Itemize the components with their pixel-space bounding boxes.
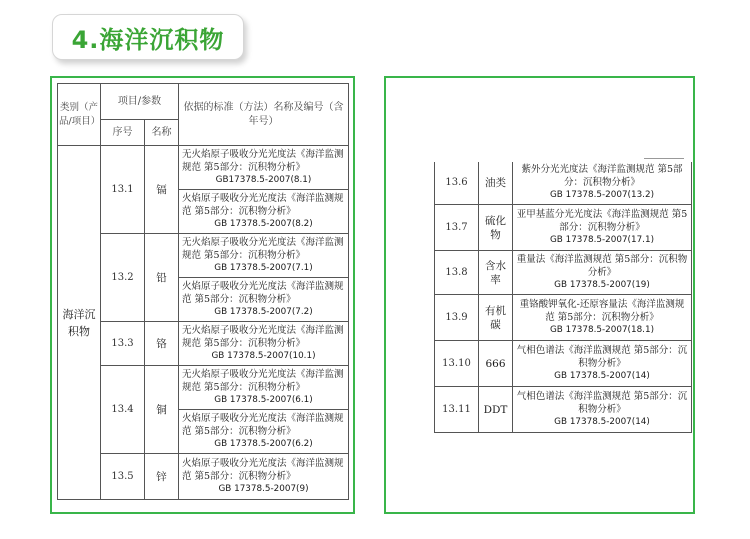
- row-name: 锌: [145, 454, 179, 500]
- standard-code: GB 17378.5-2007(17.1): [549, 235, 655, 246]
- standard-text: 无火焰原子吸收分光光度法《海洋监测规范 第5部分：沉积物分析》: [182, 368, 344, 393]
- standard-text: 重铬酸钾氧化-还原容量法《海洋监测规范 第5部分：沉积物分析》: [519, 298, 685, 323]
- standard-cell: [179, 410, 349, 454]
- row-name: 铅: [145, 234, 179, 322]
- standard-text: 无火焰原子吸收分光光度法《海洋监测规范 第5部分：沉积物分析》: [182, 236, 344, 261]
- row-seq: 13.6: [435, 161, 479, 205]
- standard-text: 气相色谱法《海洋监测规范 第5部分：沉积物分析》: [516, 390, 688, 415]
- standard-cell: [179, 454, 349, 500]
- standard-text: 火焰原子吸收分光光度法《海洋监测规范 第5部分：沉积物分析》: [182, 412, 344, 437]
- row-name: 油类: [479, 161, 513, 205]
- header-param-group: 项目/参数: [101, 84, 179, 120]
- standard-text: 亚甲基蓝分光光度法《海洋监测规范 第5部分：沉积物分析》: [516, 208, 688, 233]
- standard-cell: [513, 387, 692, 433]
- header-seq: 序号: [101, 120, 145, 146]
- row-name: 666: [479, 341, 513, 387]
- standard-code: GB 17378.5-2007(7.1): [214, 263, 313, 274]
- standard-code: GB 17378.5-2007(14): [554, 371, 650, 382]
- standard-text: 无火焰原子吸收分光光度法《海洋监测规范 第5部分：沉积物分析》: [182, 324, 344, 349]
- right-document-panel: [384, 76, 695, 514]
- standard-code: GB 17378.5-2007(19): [554, 280, 650, 291]
- standard-cell: [513, 341, 692, 387]
- row-name: 含水率: [479, 251, 513, 295]
- standard-cell: [179, 234, 349, 278]
- standard-code: GB 17378.5-2007(6.1): [214, 395, 313, 406]
- row-seq: 13.1: [101, 146, 145, 234]
- standard-cell: [179, 190, 349, 234]
- header-category: 类别（产品/项目）: [58, 84, 101, 146]
- standards-table-right: [434, 160, 692, 433]
- standard-code: GB 17378.5-2007(7.2): [214, 307, 313, 318]
- standard-code: GB 17378.5-2007(6.2): [214, 439, 313, 450]
- row-name: 铜: [145, 366, 179, 454]
- standard-text: 火焰原子吸收分光光度法《海洋监测规范 第5部分：沉积物分析》: [182, 280, 344, 305]
- standard-text: 重量法《海洋监测规范 第5部分：沉积物分析》: [516, 253, 688, 278]
- standard-cell: [179, 366, 349, 410]
- header-name: 名称: [145, 120, 179, 146]
- row-name: 铬: [145, 322, 179, 366]
- section-title-box: [52, 14, 244, 60]
- row-seq: 13.3: [101, 322, 145, 366]
- row-name: 镉: [145, 146, 179, 234]
- standard-cell: [513, 251, 692, 295]
- row-seq: 13.8: [435, 251, 479, 295]
- row-seq: 13.7: [435, 205, 479, 251]
- standard-code: GB 17378.5-2007(10.1): [211, 351, 316, 362]
- left-document-panel: [50, 76, 355, 514]
- standard-cell: [179, 278, 349, 322]
- standard-cell: [513, 205, 692, 251]
- row-seq: 13.10: [435, 341, 479, 387]
- row-seq: 13.5: [101, 454, 145, 500]
- row-seq: 13.9: [435, 295, 479, 341]
- row-seq: 13.4: [101, 366, 145, 454]
- standard-code: GB 17378.5-2007(13.2): [549, 190, 655, 201]
- standard-code: GB 17378.5-2007(8.2): [214, 219, 313, 230]
- standard-text: 无火焰原子吸收分光光度法《海洋监测规范 第5部分：沉积物分析》: [182, 148, 344, 173]
- standard-cell: [179, 322, 349, 366]
- standard-cell: [513, 161, 692, 205]
- standard-code: GB 17378.5-2007(18.1): [549, 325, 655, 336]
- row-seq: 13.11: [435, 387, 479, 433]
- standard-cell: [179, 146, 349, 190]
- category-cell: 海洋沉积物: [58, 146, 101, 500]
- standard-code: GB17378.5-2007(8.1): [215, 175, 312, 186]
- section-title: 4.海洋沉积物: [71, 25, 225, 54]
- standard-text: 紫外分光光度法《海洋监测规范 第5部分：沉积物分析》: [521, 163, 683, 188]
- standard-cell: [513, 295, 692, 341]
- header-standard: 依据的标准（方法）名称及编号（含年号）: [179, 84, 349, 146]
- standard-code: GB 17378.5-2007(14): [554, 417, 650, 428]
- standard-code: GB 17378.5-2007(9): [218, 484, 309, 495]
- standard-text: 气相色谱法《海洋监测规范 第5部分：沉积物分析》: [516, 344, 688, 369]
- row-name: 硫化物: [479, 205, 513, 251]
- row-name: 有机碳: [479, 295, 513, 341]
- page-cut-line: [644, 158, 684, 159]
- row-seq: 13.2: [101, 234, 145, 322]
- standards-table-left: [57, 83, 349, 500]
- standard-text: 火焰原子吸收分光光度法《海洋监测规范 第5部分：沉积物分析》: [182, 192, 344, 217]
- row-name: DDT: [479, 387, 513, 433]
- standard-text: 火焰原子吸收分光光度法《海洋监测规范 第5部分：沉积物分析》: [182, 457, 344, 482]
